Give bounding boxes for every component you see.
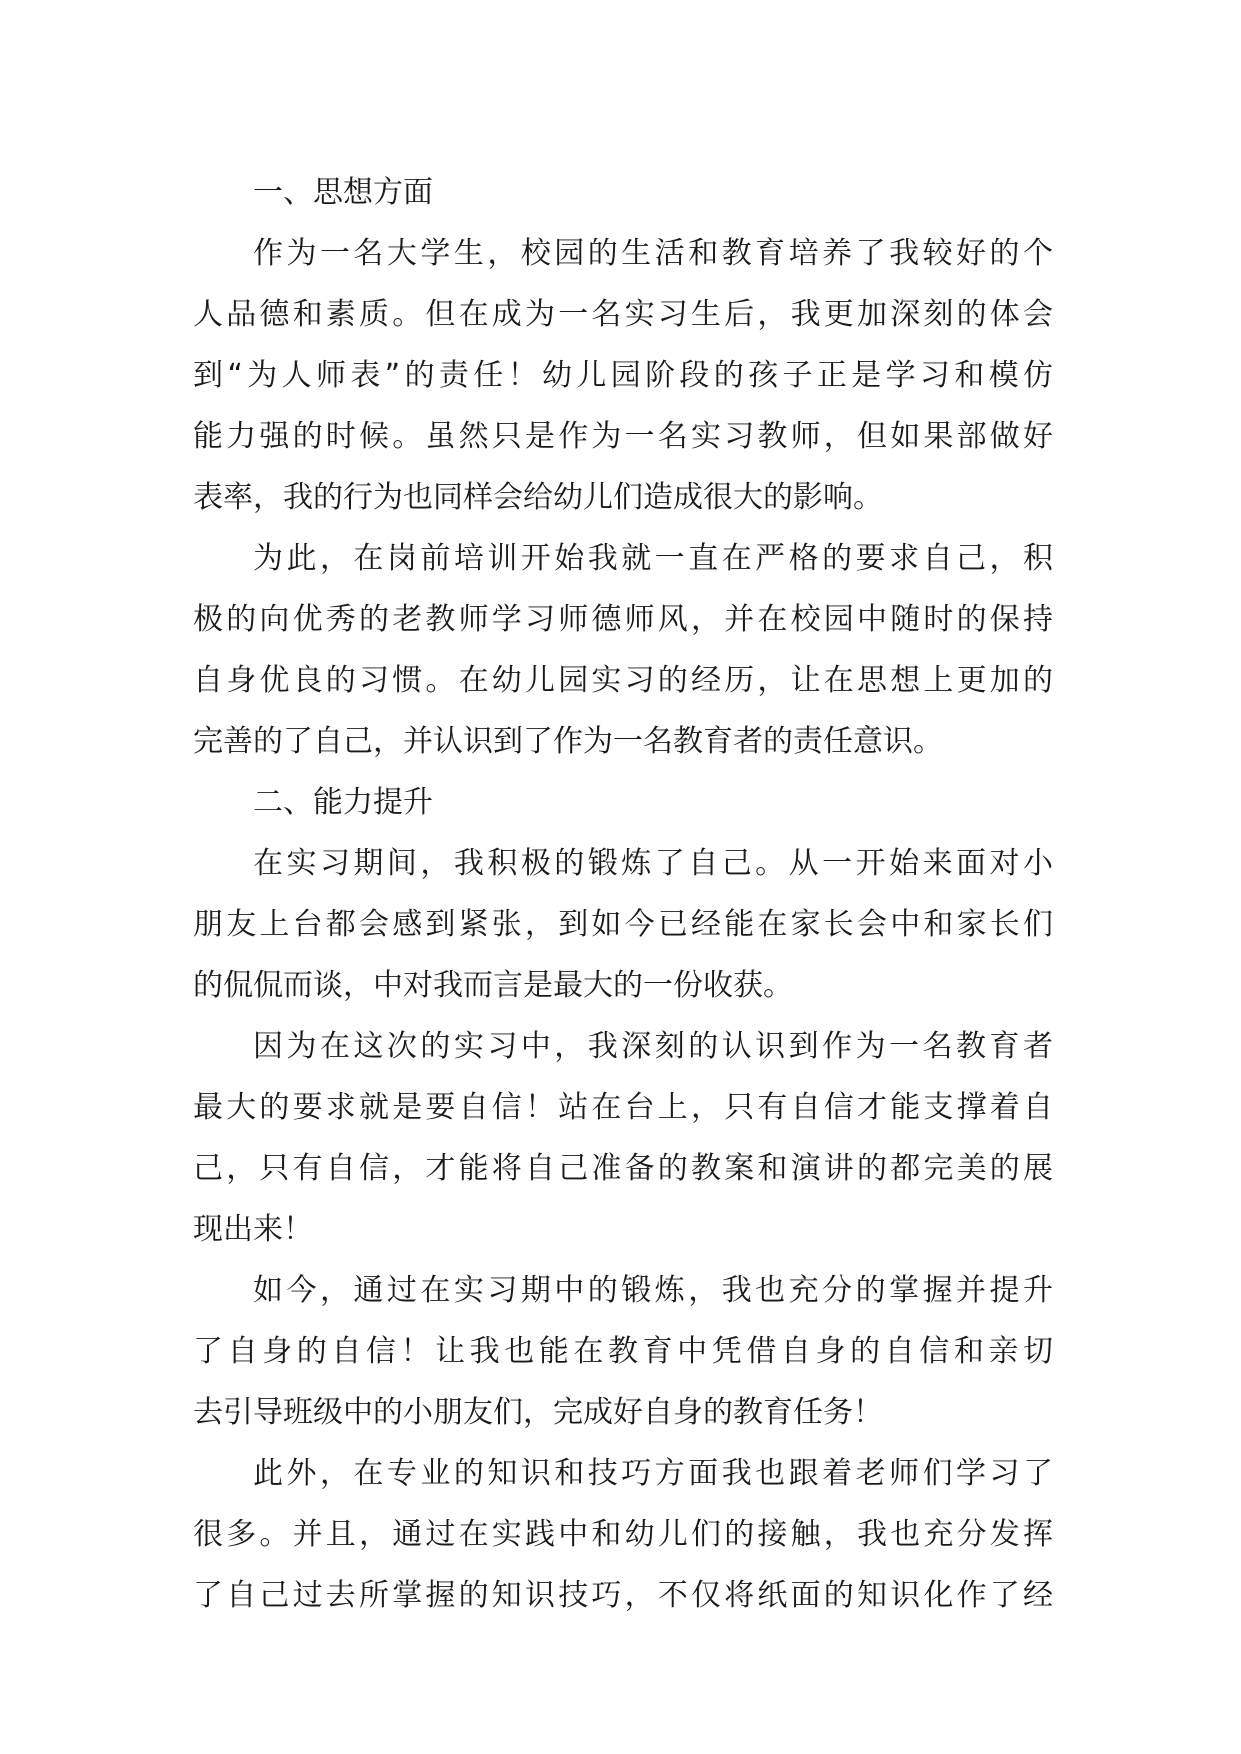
section-heading-thought: 一、思想方面 [253, 175, 433, 210]
text-line: 人品德和素质。但在成为一名实习生后，我更加深刻的体会 [193, 297, 1053, 332]
text-line: 去引导班级中的小朋友们，完成好自身的教育任务！ [193, 1395, 883, 1430]
text-line: 能力强的时候。虽然只是作为一名实习教师，但如果部做好 [193, 419, 1053, 454]
text-line: 为此，在岗前培训开始我就一直在严格的要求自己，积 [253, 541, 1053, 576]
text-line: 现出来！ [193, 1212, 313, 1247]
text-line: 完善的了自己，并认识到了作为一名教育者的责任意识。 [193, 724, 943, 759]
text-line: 了自己过去所掌握的知识技巧，不仅将纸面的知识化作了经 [193, 1578, 1053, 1613]
text-line: 己，只有自信，才能将自己准备的教案和演讲的都完美的展 [193, 1151, 1053, 1186]
text-line: 极的向优秀的老教师学习师德师风，并在校园中随时的保持 [193, 602, 1053, 637]
text-line: 最大的要求就是要自信！站在台上，只有自信才能支撑着自 [193, 1090, 1053, 1125]
text-line: 自身优良的习惯。在幼儿园实习的经历，让在思想上更加的 [193, 663, 1053, 698]
text-line: 很多。并且，通过在实践中和幼儿们的接触，我也充分发挥 [193, 1517, 1053, 1552]
section-heading-ability: 二、能力提升 [253, 785, 433, 820]
text-line: 朋友上台都会感到紧张，到如今已经能在家长会中和家长们 [193, 907, 1053, 942]
text-line: 作为一名大学生，校园的生活和教育培养了我较好的个 [253, 236, 1053, 271]
text-line: 此外，在专业的知识和技巧方面我也跟着老师们学习了 [253, 1456, 1053, 1491]
text-line: 到“为人师表”的责任！幼儿园阶段的孩子正是学习和模仿 [193, 358, 1053, 393]
text-line: 了自身的自信！让我也能在教育中凭借自身的自信和亲切 [193, 1334, 1053, 1369]
text-line: 的侃侃而谈，中对我而言是最大的一份收获。 [193, 968, 793, 1003]
text-line: 如今，通过在实习期中的锻炼，我也充分的掌握并提升 [253, 1273, 1053, 1308]
document-body [193, 162, 1053, 1626]
text-line: 在实习期间，我积极的锻炼了自己。从一开始来面对小 [253, 846, 1053, 881]
text-line: 表率，我的行为也同样会给幼儿们造成很大的影响。 [193, 480, 883, 515]
text-line: 因为在这次的实习中，我深刻的认识到作为一名教育者 [253, 1029, 1053, 1064]
